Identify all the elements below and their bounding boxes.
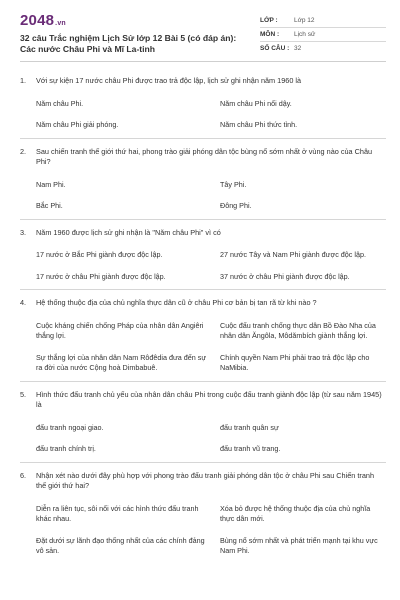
question-2 xyxy=(20,139,386,220)
answer-options xyxy=(20,504,386,557)
logo-suffix: .vn xyxy=(55,20,66,27)
question-stem xyxy=(20,471,386,492)
meta-value: Lịch sử xyxy=(294,31,316,38)
answer-option-c[interactable]: Năm châu Phi giải phóng. xyxy=(36,120,119,129)
answer-option-b[interactable]: đấu tranh quân sự xyxy=(220,422,279,432)
answer-option-d[interactable]: Đông Phi. xyxy=(220,201,252,210)
question-stem xyxy=(20,298,386,309)
question-text: Với sự kiện 17 nước châu Phi được trao trả độc lập, lịch sử ghi nhận năm 1960 là xyxy=(36,76,302,85)
question-number: 1. xyxy=(20,76,27,85)
answer-option-c[interactable]: 17 nước ở châu Phi giành được độc lập. xyxy=(36,271,166,281)
answer-option-c[interactable]: Sự thắng lợi của nhân dân Nam Rôđêdia đưa đến sự ra đời của nước Cộng hoà Dimbabuê. xyxy=(36,352,207,372)
answer-option-b[interactable]: Tây Phi. xyxy=(220,179,247,189)
question-5 xyxy=(20,382,386,463)
question-3 xyxy=(20,220,386,291)
logo-main: 2048 xyxy=(20,12,55,29)
answer-option-c[interactable]: đấu tranh chính trị. xyxy=(36,444,96,453)
answer-option-d[interactable]: Chính quyền Nam Phi phải trao trả độc lập cho NaMibia. xyxy=(220,352,370,372)
site-logo[interactable] xyxy=(20,12,250,29)
question-number: 3. xyxy=(20,227,27,237)
answer-options xyxy=(20,321,386,374)
answer-option-b[interactable]: Xóa bỏ được hệ thống thuộc địa của chủ nghĩa thực dân mới. xyxy=(220,503,371,523)
answer-options xyxy=(20,180,386,212)
question-stem xyxy=(20,390,386,411)
answer-options xyxy=(20,423,386,455)
question-number: 4. xyxy=(20,298,27,307)
answer-option-c[interactable]: Bắc Phi. xyxy=(36,201,63,210)
answer-options xyxy=(20,250,386,282)
question-text: Sau chiến tranh thế giới thứ hai, phong trào giải phóng dân tộc bùng nổ sớm nhất ở vùng nào của Châu Phi? xyxy=(36,146,373,166)
answer-option-d[interactable]: 37 nước ở châu Phi giành được độc lập. xyxy=(220,271,350,281)
answer-option-d[interactable]: đấu tranh vũ trang. xyxy=(220,444,281,453)
question-text: Hệ thống thuộc địa của chủ nghĩa thực dân cũ ở châu Phi cơ bản bị tan rã từ khi nào ? xyxy=(36,298,317,307)
header-left xyxy=(20,6,250,55)
question-number: 6. xyxy=(20,470,27,480)
question-stem xyxy=(20,147,386,168)
document-title: 32 câu Trắc nghiệm Lịch Sử lớp 12 Bài 5 (có đáp án): Các nước Châu Phi và Mĩ La-tinh xyxy=(20,33,237,54)
question-6 xyxy=(20,463,386,564)
answer-option-a[interactable]: Diễn ra liên tục, sôi nổi với các hình thức đấu tranh khác nhau. xyxy=(36,503,199,523)
question-4 xyxy=(20,290,386,382)
answer-option-c[interactable]: Đặt dưới sự lãnh đạo thống nhất của các chính đảng vô sản. xyxy=(36,535,205,555)
answer-option-d[interactable]: Năm châu Phi thức tỉnh. xyxy=(220,120,298,129)
question-stem xyxy=(20,76,386,87)
meta-key: MÔN : xyxy=(260,31,280,38)
answer-option-b[interactable]: Năm châu Phi nổi dậy. xyxy=(220,98,292,108)
question-text: Hình thức đấu tranh chủ yếu của nhân dân châu Phi trong cuộc đấu tranh giành độc lập (từ sau năm 1945) là xyxy=(36,389,382,409)
question-number: 5. xyxy=(20,389,27,399)
question-stem xyxy=(20,228,386,239)
answer-option-a[interactable]: đấu tranh ngoại giao. xyxy=(36,422,104,432)
meta-row-count xyxy=(260,42,386,55)
answer-option-d[interactable]: Bùng nổ sớm nhất và phát triển mạnh tại khu vực Nam Phi. xyxy=(220,535,378,555)
document-header xyxy=(20,6,386,62)
meta-table xyxy=(260,6,386,55)
question-text: Năm 1960 được lịch sử ghi nhận là "Năm châu Phi" vì có xyxy=(36,227,221,237)
meta-row-subject xyxy=(260,28,386,42)
answer-option-a[interactable]: 17 nước ở Bắc Phi giành được độc lập. xyxy=(36,250,163,259)
meta-key: LỚP : xyxy=(260,17,278,24)
meta-key: SỐ CÂU : xyxy=(260,45,290,52)
answer-option-a[interactable]: Cuộc kháng chiến chống Pháp của nhân dân Angiêri thắng lợi. xyxy=(36,320,204,340)
question-text: Nhận xét nào dưới đây phù hợp với phong trào đấu tranh giải phóng dân tộc ở châu Phi sau Chiến tranh thế giới thứ hai? xyxy=(36,470,375,490)
question-1 xyxy=(20,68,386,139)
meta-row-class xyxy=(260,14,386,28)
meta-value: Lớp 12 xyxy=(294,17,315,24)
answer-option-b[interactable]: 27 nước Tây và Nam Phi giành được độc lập. xyxy=(220,250,366,259)
answer-option-a[interactable]: Nam Phi. xyxy=(36,179,66,189)
question-number: 2. xyxy=(20,146,27,156)
answer-option-b[interactable]: Cuộc đấu tranh chống thực dân Bồ Đào Nha của nhân dân Ăngôla, Môdămbích giành thắng lợi. xyxy=(220,320,376,340)
answer-options xyxy=(20,99,386,131)
question-list xyxy=(20,68,386,564)
meta-value: 32 xyxy=(294,45,302,52)
answer-option-a[interactable]: Năm châu Phi. xyxy=(36,98,84,108)
